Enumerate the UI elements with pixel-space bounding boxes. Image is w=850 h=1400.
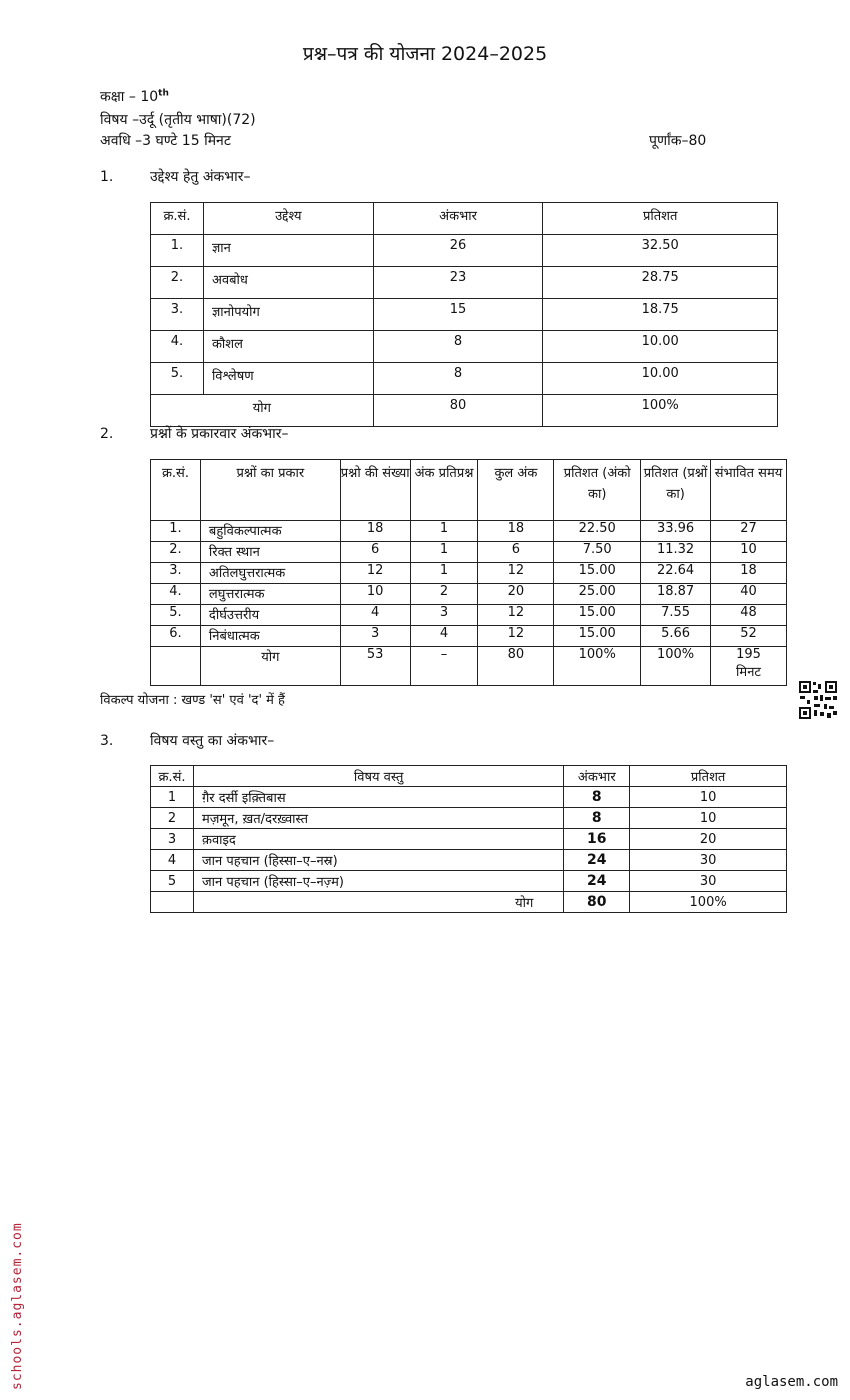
table-cell: 15	[373, 299, 543, 331]
question-type-weightage-table	[150, 459, 787, 686]
table-cell: 1	[410, 542, 478, 563]
total-percent: 100%	[543, 395, 778, 427]
table-cell: 33.96	[641, 521, 711, 542]
table-cell: 7.50	[554, 542, 641, 563]
table-cell: क़वाइद	[193, 829, 563, 850]
table-cell: रिक्त स्थान	[200, 542, 340, 563]
table-row	[151, 267, 778, 299]
table-cell: 4.	[151, 584, 201, 605]
table-cell: 11.32	[641, 542, 711, 563]
table-cell: 22.64	[641, 563, 711, 584]
table-cell: 18.75	[543, 299, 778, 331]
header-cell: प्रतिशत (प्रश्नों का)	[641, 460, 711, 521]
table-cell: 6.	[151, 626, 201, 647]
table-cell: 27	[711, 521, 787, 542]
table-row	[151, 521, 787, 542]
table-cell: 5.	[151, 605, 201, 626]
full-marks: पूर्णांक–80	[649, 133, 707, 149]
qr-code-icon	[798, 680, 838, 720]
table-cell: 22.50	[554, 521, 641, 542]
table-cell: 10	[630, 787, 787, 808]
side-watermark: schools.aglasem.com	[10, 1222, 25, 1390]
table-cell: ग़ैर दर्सी इक़्तिबास	[193, 787, 563, 808]
table-header-row	[151, 766, 787, 787]
table-cell: निबंधात्मक	[200, 626, 340, 647]
table-cell: 30	[630, 871, 787, 892]
table-cell: 1.	[151, 521, 201, 542]
header-cell: कुल अंक	[478, 460, 554, 521]
table-row	[151, 563, 787, 584]
table-cell: दीर्घउत्तरीय	[200, 605, 340, 626]
section3-title: विषय वस्तु का अंकभार–	[150, 733, 275, 749]
table-cell: 5.	[151, 363, 204, 395]
table-cell: 10.00	[543, 331, 778, 363]
table-cell: 1	[151, 787, 194, 808]
total-percent-questions: 100%	[641, 647, 711, 686]
table-cell: 12	[340, 563, 410, 584]
table-cell: 8	[564, 787, 630, 808]
table-cell: 8	[373, 331, 543, 363]
table-cell: 20	[630, 829, 787, 850]
table-cell: 10	[630, 808, 787, 829]
total-marks: 80	[478, 647, 554, 686]
table-row	[151, 605, 787, 626]
total-per-question: –	[410, 647, 478, 686]
table-cell: 15.00	[554, 563, 641, 584]
table-cell: 1	[410, 521, 478, 542]
table-cell: 4	[340, 605, 410, 626]
table-row	[151, 871, 787, 892]
table-cell: 1.	[151, 235, 204, 267]
total-marks: 80	[564, 892, 630, 913]
section1-number: 1.	[100, 169, 114, 185]
table-cell: जान पहचान (हिस्सा–ए–नज़्म)	[193, 871, 563, 892]
table-cell: 28.75	[543, 267, 778, 299]
table-cell: 12	[478, 626, 554, 647]
table-cell: 10.00	[543, 363, 778, 395]
table-cell: 18	[340, 521, 410, 542]
header-cell: प्रतिशत	[543, 203, 778, 235]
section1-title: उद्देश्य हेतु अंकभार–	[150, 169, 251, 185]
table-cell: ज्ञान	[203, 235, 373, 267]
table-cell: 40	[711, 584, 787, 605]
table-cell: 15.00	[554, 605, 641, 626]
table-cell: 18	[478, 521, 554, 542]
table-cell: 52	[711, 626, 787, 647]
total-percent: 100%	[630, 892, 787, 913]
table-cell: अतिलघुत्तरात्मक	[200, 563, 340, 584]
table-cell: 2.	[151, 542, 201, 563]
table-row	[151, 787, 787, 808]
header-cell: उद्देश्य	[203, 203, 373, 235]
section2-number: 2.	[100, 426, 114, 442]
table-cell: 30	[630, 850, 787, 871]
table-row	[151, 363, 778, 395]
table-cell: 6	[478, 542, 554, 563]
table-cell: अवबोध	[203, 267, 373, 299]
header-cell: अंकभार	[564, 766, 630, 787]
table-cell: 20	[478, 584, 554, 605]
table-cell: 26	[373, 235, 543, 267]
total-questions: 53	[340, 647, 410, 686]
table-cell	[151, 647, 201, 686]
table-cell: 12	[478, 563, 554, 584]
table-cell: मज़मून, ख़त/दरख़्वास्त	[193, 808, 563, 829]
total-label: योग	[200, 647, 340, 686]
table-cell: 2.	[151, 267, 204, 299]
table-cell: लघुत्तरात्मक	[200, 584, 340, 605]
table-row	[151, 235, 778, 267]
table-cell: 24	[564, 871, 630, 892]
table-cell: 4	[410, 626, 478, 647]
table-cell: 23	[373, 267, 543, 299]
table-cell: ज्ञानोपयोग	[203, 299, 373, 331]
table-cell: 10	[711, 542, 787, 563]
table-header-row	[151, 203, 778, 235]
total-label: योग	[193, 892, 563, 913]
table-cell	[151, 892, 194, 913]
header-cell: संभावित समय	[711, 460, 787, 521]
table-cell: 5	[151, 871, 194, 892]
header-cell: प्रश्नो की संख्या	[340, 460, 410, 521]
objective-weightage-table	[150, 202, 778, 427]
content-weightage-table	[150, 765, 787, 913]
table-cell: 18	[711, 563, 787, 584]
header-cell: प्रतिशत	[630, 766, 787, 787]
table-cell: 6	[340, 542, 410, 563]
footer-watermark: aglasem.com	[745, 1374, 838, 1390]
table-row	[151, 331, 778, 363]
table-cell: 2	[410, 584, 478, 605]
table-cell: 3.	[151, 299, 204, 331]
table-row	[151, 808, 787, 829]
table-cell: 10	[340, 584, 410, 605]
table-cell: 18.87	[641, 584, 711, 605]
table-cell: 25.00	[554, 584, 641, 605]
header-cell: क्र.सं.	[151, 203, 204, 235]
section2-title: प्रश्नों के प्रकारवार अंकभार–	[150, 426, 289, 442]
table-total-row	[151, 892, 787, 913]
table-cell: बहुविकल्पात्मक	[200, 521, 340, 542]
table-cell: 3	[151, 829, 194, 850]
table-cell: 2	[151, 808, 194, 829]
table-cell: विश्लेषण	[203, 363, 373, 395]
table-cell: 4	[151, 850, 194, 871]
header-cell: प्रश्नों का प्रकार	[200, 460, 340, 521]
total-marks: 80	[373, 395, 543, 427]
page-title: प्रश्न–पत्र की योजना 2024–2025	[302, 43, 548, 65]
class-label: कक्षा – 10	[100, 89, 159, 105]
table-header-row	[151, 460, 787, 521]
header-cell: क्र.सं.	[151, 460, 201, 521]
total-percent-marks: 100%	[554, 647, 641, 686]
table-total-row	[151, 647, 787, 686]
table-cell: 48	[711, 605, 787, 626]
table-cell: 3.	[151, 563, 201, 584]
table-cell: कौशल	[203, 331, 373, 363]
duration-line: अवधि –3 घण्टे 15 मिनट	[100, 133, 231, 149]
table-cell: 8	[373, 363, 543, 395]
table-cell: 5.66	[641, 626, 711, 647]
header-cell: अंक प्रतिप्रश्न	[410, 460, 478, 521]
table-cell: 16	[564, 829, 630, 850]
class-superscript: th	[158, 88, 169, 99]
class-line	[100, 87, 169, 106]
option-scheme-note: विकल्प योजना : खण्ड 'स' एवं 'द' में हैं	[100, 693, 285, 708]
header-cell: क्र.सं.	[151, 766, 194, 787]
subject-line: विषय –उर्दू (तृतीय भाषा)(72)	[100, 112, 256, 128]
table-cell: जान पहचान (हिस्सा–ए–नस्र)	[193, 850, 563, 871]
total-label: योग	[151, 395, 374, 427]
table-row	[151, 584, 787, 605]
table-total-row	[151, 395, 778, 427]
table-cell: 3	[340, 626, 410, 647]
table-cell: 1	[410, 563, 478, 584]
table-row	[151, 850, 787, 871]
table-row	[151, 299, 778, 331]
table-cell: 8	[564, 808, 630, 829]
table-row	[151, 829, 787, 850]
header-cell: अंकभार	[373, 203, 543, 235]
table-cell: 24	[564, 850, 630, 871]
header-cell: प्रतिशत (अंको का)	[554, 460, 641, 521]
table-row	[151, 626, 787, 647]
table-cell: 3	[410, 605, 478, 626]
table-cell: 4.	[151, 331, 204, 363]
header-cell: विषय वस्तु	[193, 766, 563, 787]
section3-number: 3.	[100, 733, 114, 749]
table-row	[151, 542, 787, 563]
table-cell: 7.55	[641, 605, 711, 626]
total-time: 195 मिनट	[711, 647, 787, 686]
table-cell: 32.50	[543, 235, 778, 267]
table-cell: 12	[478, 605, 554, 626]
table-cell: 15.00	[554, 626, 641, 647]
